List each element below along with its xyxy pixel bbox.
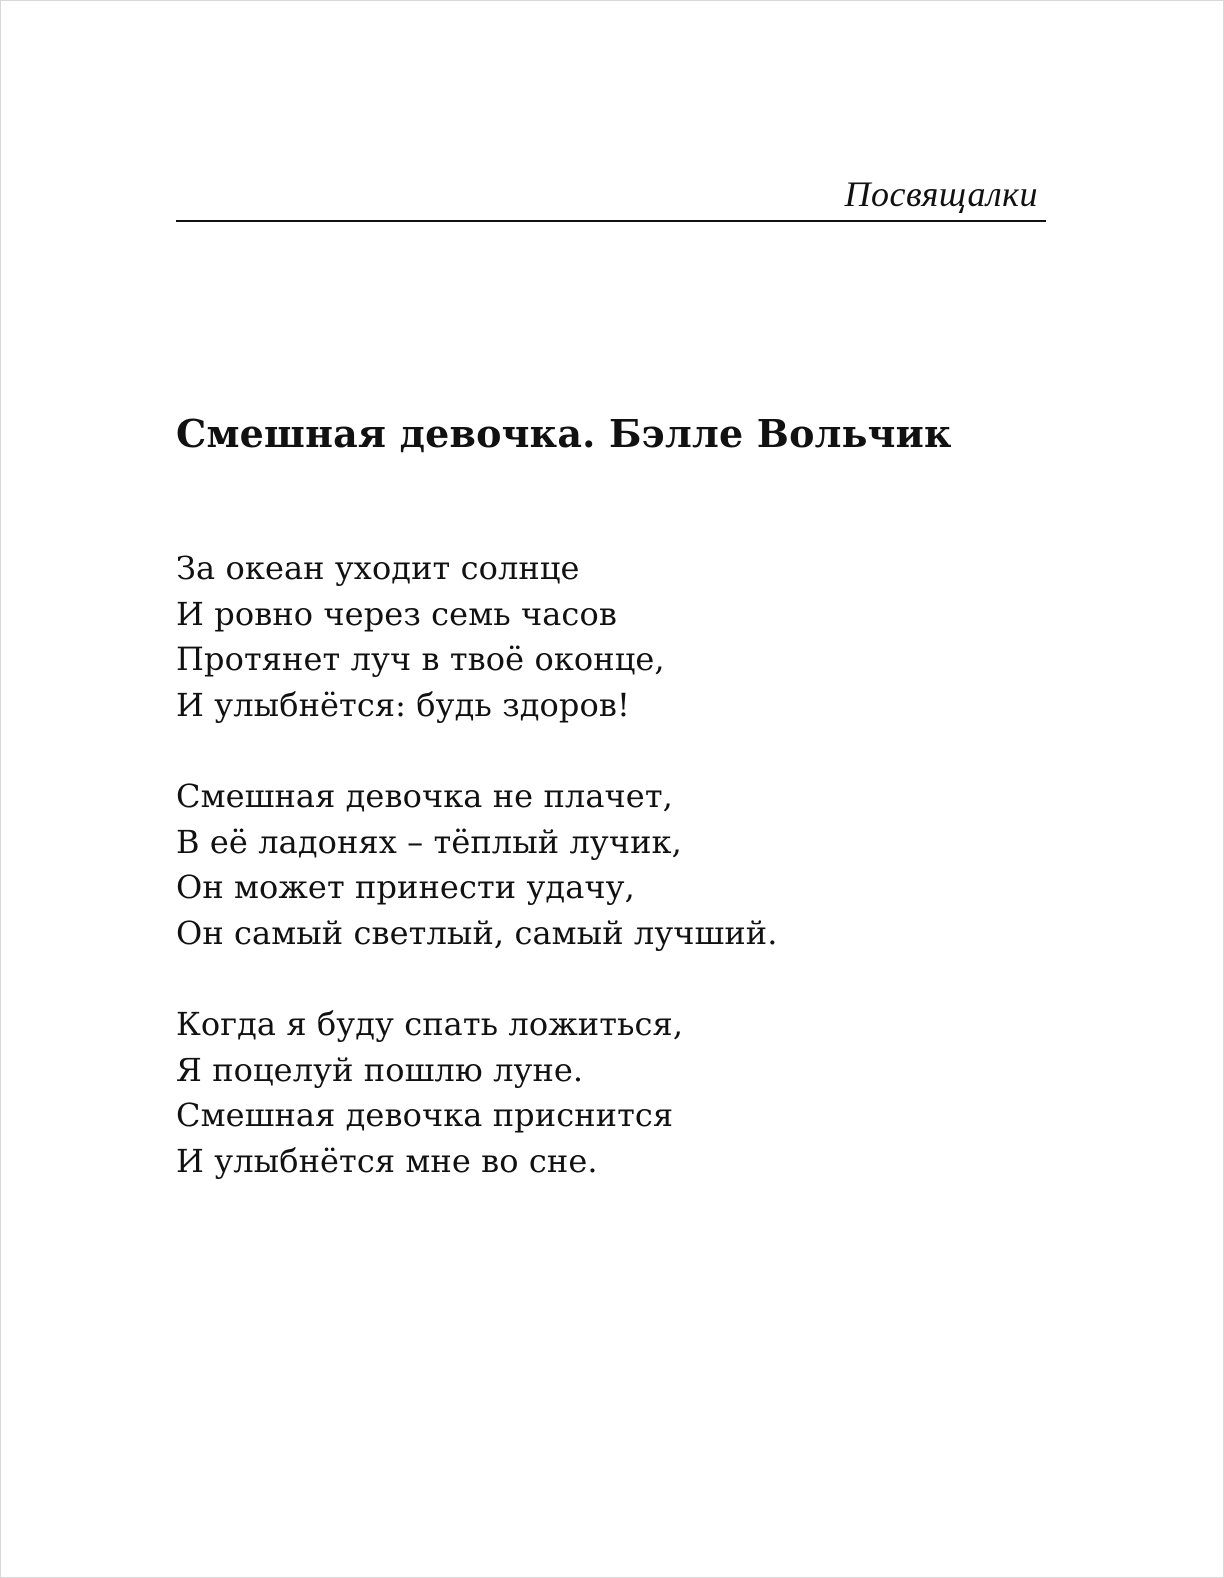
poem-line: Смешная девочка приснится (176, 1096, 674, 1134)
section-title: Посвящалки (844, 174, 1038, 214)
poem-line: И ровно через семь часов (176, 594, 617, 633)
poem-line: И улыбнётся: будь здоров! (176, 685, 630, 724)
poem-line: Он самый светлый, самый лучший. (176, 913, 778, 952)
poem-line: Он может принести удачу, (176, 868, 635, 906)
poem-line: За океан уходит солнце (176, 549, 580, 587)
stanza-2 (176, 774, 1036, 956)
poem-title: Смешная девочка. Бэлле Вольчик (176, 411, 952, 456)
poem-line: Протянет луч в твоё оконце, (176, 640, 665, 678)
running-header (176, 168, 1046, 222)
poem-line: Смешная девочка не плачет, (176, 777, 673, 815)
poem-line: Когда я буду спать ложиться, (176, 1005, 684, 1043)
poem-line: Я поцелуй пошлю луне. (176, 1050, 584, 1089)
stanza-3 (176, 1002, 1036, 1184)
stanza-1 (176, 546, 1036, 728)
poem-body (176, 546, 1036, 1230)
poem-line: В её ладонях – тёплый лучик, (176, 822, 682, 861)
poem-line: И улыбнётся мне во сне. (176, 1141, 598, 1180)
